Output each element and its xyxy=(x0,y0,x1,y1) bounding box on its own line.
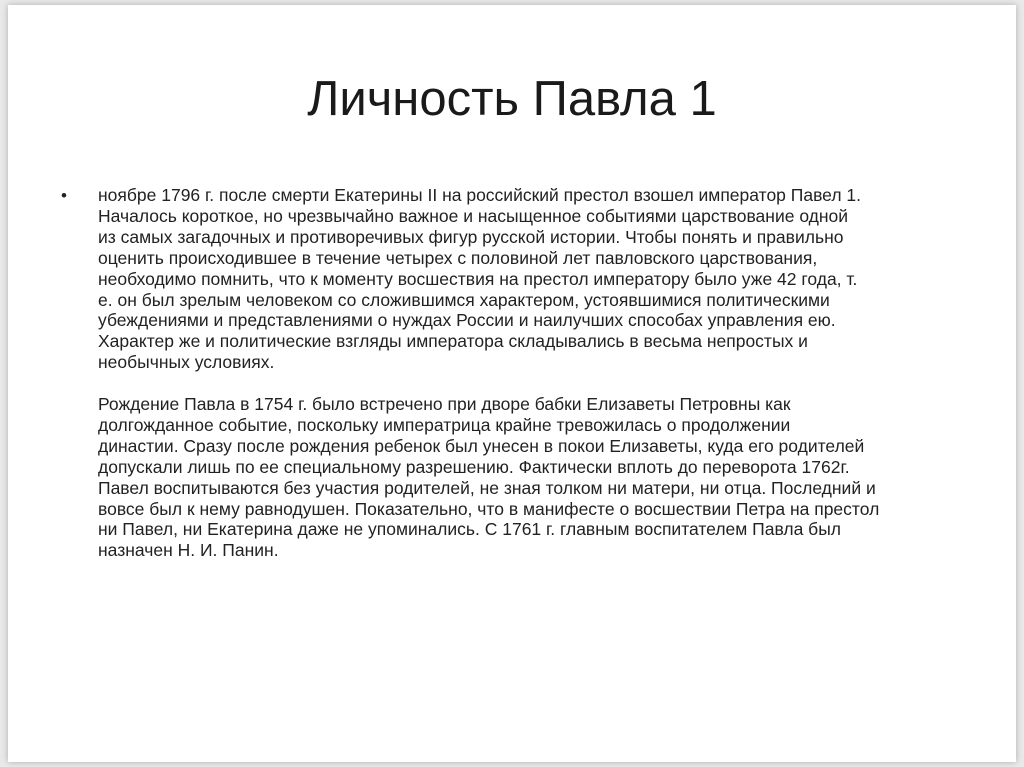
paragraph-birth: Рождение Павла в 1754 г. было встречено при дворе бабки Елизаветы Петровны как долгожданное событие, поскольку императрица крайне тревожилась о продолжении династии. Сразу после рождения ребенок был унесен в покои Елизаветы, куда его родителей допускали лишь по ее специальному разрешению. Фактически вплоть до переворота 1762г. Павел воспитываются без участия родителей, не зная толком ни матери, ни отца. Последний и вовсе был к нему равнодушен. Показательно, что в манифесте о восшествии Петра на престол ни Павел, ни Екатерина даже не упоминались. С 1761 г. главным воспитателем Павла был назначен Н. И. Панин. xyxy=(98,394,880,561)
paragraph-reign: ноябре 1796 г. после смерти Екатерины II на российский престол взошел император Павел 1. Началось короткое, но чрезвычайно важное и насыщенное событиями царствование одной из самых загадочных и противоречивых фигур русской истории. Чтобы понять и правильно оценить происходившее в течение четырех с половиной лет павловского царствования, необходимо помнить, что к моменту восшествия на престол императору было уже 42 года, т. е. он был зрелым человеком со сложившимся характером, устоявшимися политическими убеждениями и представлениями о нуждах России и наилучших способах управления ею. Характер же и политические взгляды императора складывались в весьма непростых и необычных условиях. xyxy=(98,185,862,373)
slide xyxy=(8,5,1016,762)
bullet-marker: • xyxy=(61,186,67,205)
slide-body xyxy=(98,185,978,561)
slide-title: Личность Павла 1 xyxy=(307,72,717,126)
